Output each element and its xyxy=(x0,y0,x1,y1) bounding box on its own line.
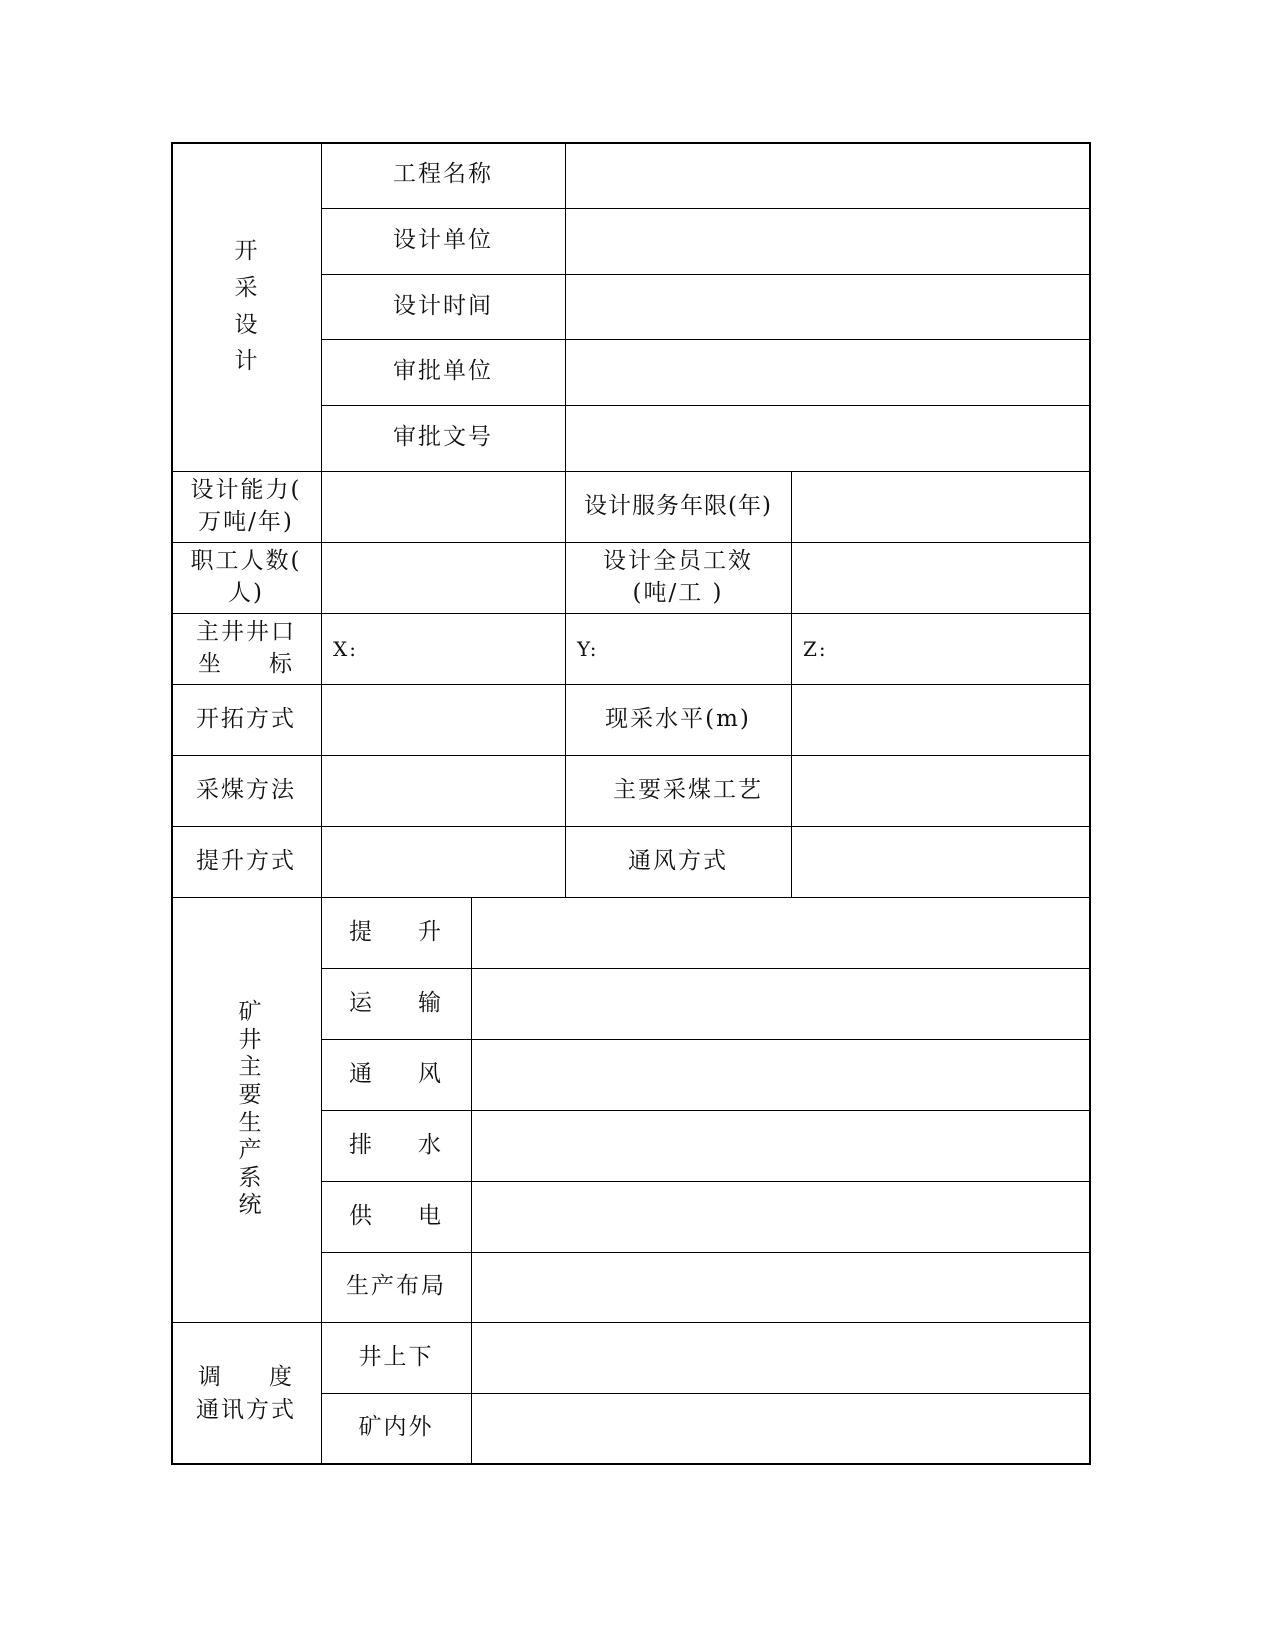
development-method-field[interactable] xyxy=(321,684,565,755)
approval-unit-field[interactable] xyxy=(565,339,1091,405)
production-systems-char: 系 xyxy=(238,1164,262,1191)
underground-surface-field[interactable] xyxy=(471,1322,1091,1393)
design-capacity-field[interactable] xyxy=(321,471,565,542)
coordinate-x-field[interactable] xyxy=(321,613,565,684)
mining-level-field[interactable] xyxy=(791,684,1091,755)
coordinate-z-label: Z: xyxy=(803,636,828,661)
approval-unit-label: 审批单位 xyxy=(393,358,493,385)
coordinate-x-label: X: xyxy=(333,636,358,661)
production-systems-char: 主 xyxy=(238,1054,262,1081)
dispatch-communication-label-line2: 通讯方式 xyxy=(196,1396,296,1423)
design-time-label: 设计时间 xyxy=(393,292,493,319)
system-label-char: 排 xyxy=(349,1131,374,1158)
system-label-char: 水 xyxy=(418,1131,443,1158)
hoisting-method-label: 提升方式 xyxy=(196,847,296,874)
production-layout-field[interactable] xyxy=(471,1252,1091,1322)
design-unit-label: 设计单位 xyxy=(393,227,493,254)
system-label-char: 提 xyxy=(349,918,374,945)
production-systems-char: 矿 xyxy=(238,999,262,1026)
shaft-coordinates-label-line1: 主井井口 xyxy=(196,619,296,646)
section-design-char: 采 xyxy=(234,274,258,301)
shaft-coordinates-label-line2 xyxy=(198,649,294,680)
project-name-field[interactable] xyxy=(565,142,1091,208)
production-systems-char: 产 xyxy=(238,1137,262,1164)
workers-label xyxy=(171,542,321,613)
ventilation-method-field[interactable] xyxy=(791,826,1091,897)
approval-number-field[interactable] xyxy=(565,405,1091,471)
section-design-label xyxy=(171,142,321,471)
design-time-field[interactable] xyxy=(565,274,1091,339)
section-design-char: 计 xyxy=(234,348,258,375)
system-transport-label xyxy=(321,968,471,1039)
system-drainage-field[interactable] xyxy=(471,1110,1091,1181)
dispatch-communication-char: 调 xyxy=(198,1364,223,1391)
system-label-char: 供 xyxy=(349,1202,374,1229)
system-label-char: 升 xyxy=(418,918,443,945)
production-systems-char: 统 xyxy=(238,1192,262,1219)
project-name-label: 工程名称 xyxy=(393,161,493,188)
system-power-label xyxy=(321,1181,471,1252)
system-label-char: 电 xyxy=(418,1202,443,1229)
production-layout-label: 生产布局 xyxy=(346,1273,446,1300)
system-drainage-label xyxy=(321,1110,471,1181)
dispatch-communication-label-line1 xyxy=(198,1361,294,1393)
system-label-char: 运 xyxy=(349,989,374,1016)
shaft-coordinates-label xyxy=(171,613,321,684)
production-systems-label xyxy=(171,897,321,1322)
inside-outside-mine-label: 矿内外 xyxy=(358,1414,434,1441)
design-capacity-label-line1: 设计能力( xyxy=(190,477,302,504)
production-systems-char: 要 xyxy=(238,1081,262,1108)
system-ventilation-field[interactable] xyxy=(471,1039,1091,1110)
production-systems-char: 生 xyxy=(238,1109,262,1136)
shaft-coordinates-label-char: 坐 xyxy=(198,650,223,677)
system-label-char: 通 xyxy=(349,1060,374,1087)
mining-technology-label: 主要采煤工艺 xyxy=(613,776,763,803)
production-systems-char: 井 xyxy=(238,1026,262,1053)
section-design-char: 开 xyxy=(234,237,258,264)
efficiency-label xyxy=(565,542,791,613)
system-label-char: 输 xyxy=(418,989,443,1016)
workers-label-line1: 职工人数( xyxy=(190,548,302,575)
mining-technology-field[interactable] xyxy=(791,755,1091,826)
approval-number-label: 审批文号 xyxy=(393,424,493,451)
service-years-field[interactable] xyxy=(791,471,1091,542)
coal-mining-method-label: 采煤方法 xyxy=(196,776,296,803)
dispatch-communication-label xyxy=(171,1322,321,1465)
design-unit-field[interactable] xyxy=(565,208,1091,274)
system-hoisting-label xyxy=(321,897,471,968)
underground-surface-label: 井上下 xyxy=(358,1343,434,1370)
efficiency-field[interactable] xyxy=(791,542,1091,613)
service-years-label: 设计服务年限(年) xyxy=(584,492,772,519)
design-capacity-label-line2: 万吨/年) xyxy=(198,508,294,535)
system-power-field[interactable] xyxy=(471,1181,1091,1252)
hoisting-method-field[interactable] xyxy=(321,826,565,897)
system-ventilation-label xyxy=(321,1039,471,1110)
efficiency-label-line2: (吨/工 ) xyxy=(632,579,724,606)
workers-label-line2: 人) xyxy=(228,579,264,606)
coordinate-y-label: Y: xyxy=(577,636,599,661)
coal-mining-method-field[interactable] xyxy=(321,755,565,826)
development-method-label: 开拓方式 xyxy=(196,705,296,732)
system-label-char: 风 xyxy=(418,1060,443,1087)
ventilation-method-label: 通风方式 xyxy=(628,847,728,874)
design-capacity-label xyxy=(171,471,321,542)
coordinate-z-field[interactable] xyxy=(791,613,1091,684)
mine-info-form xyxy=(171,142,1091,1465)
system-hoisting-field[interactable] xyxy=(471,897,1091,968)
efficiency-label-line1: 设计全员工效 xyxy=(603,548,753,575)
coordinate-y-field[interactable] xyxy=(565,613,791,684)
section-design-char: 设 xyxy=(234,311,258,338)
workers-field[interactable] xyxy=(321,542,565,613)
mining-level-label: 现采水平(m) xyxy=(605,705,751,732)
system-transport-field[interactable] xyxy=(471,968,1091,1039)
inside-outside-mine-field[interactable] xyxy=(471,1393,1091,1463)
dispatch-communication-char: 度 xyxy=(269,1364,294,1391)
shaft-coordinates-label-char: 标 xyxy=(269,650,294,677)
